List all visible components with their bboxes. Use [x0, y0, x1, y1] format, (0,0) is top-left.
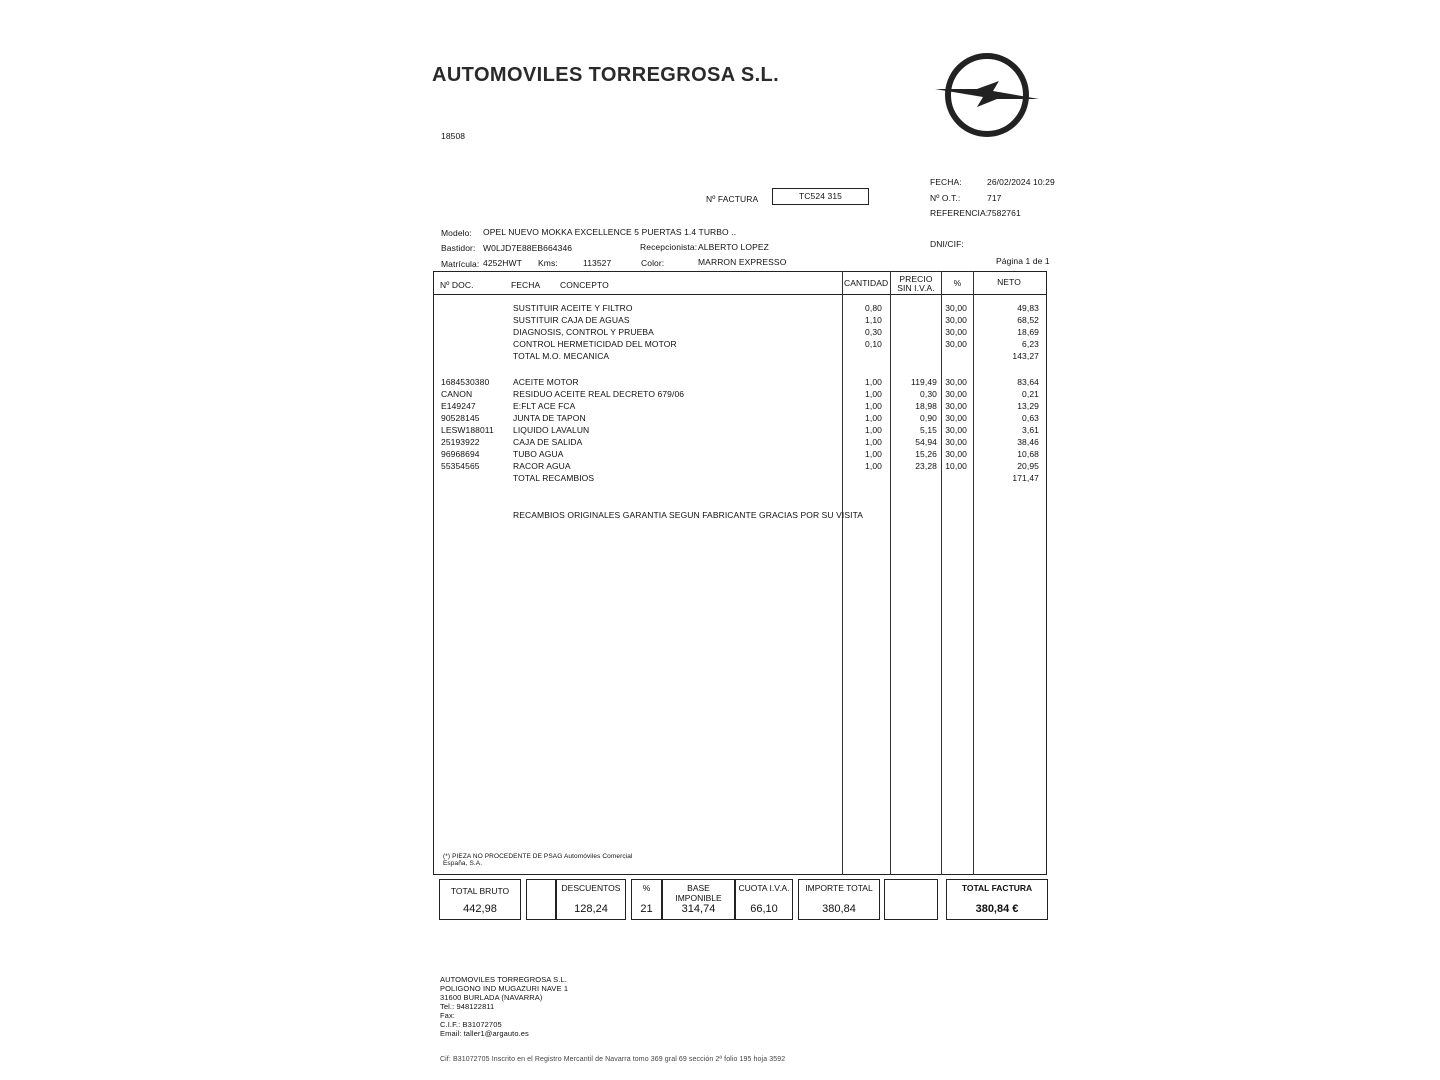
col-header-pct: %	[953, 278, 962, 288]
cell-cantidad: 1,00	[865, 437, 882, 447]
cell-pct: 10,00	[945, 461, 967, 471]
modelo-label: Modelo:	[441, 228, 472, 238]
cell-neto: 13,29	[1017, 401, 1039, 411]
cell-doc: E149247	[441, 401, 476, 411]
cell-precio: 0,30	[920, 389, 937, 399]
footer-cif: C.I.F.: B31072705	[440, 1020, 502, 1029]
cell-cantidad: 0,30	[865, 327, 882, 337]
bastidor-value: W0LJD7E88EB664346	[483, 243, 573, 253]
matricula-value: 4252HWT	[483, 258, 522, 268]
fecha-value: 26/02/2024 10:29	[987, 177, 1055, 187]
cell-neto: 83,64	[1017, 377, 1039, 387]
cell-cantidad: 1,00	[865, 413, 882, 423]
ot-value: 717	[987, 193, 1002, 203]
column-divider	[890, 271, 891, 875]
footer-company: AUTOMOVILES TORREGROSA S.L.	[440, 975, 567, 984]
total-bruto-value: 442,98	[463, 903, 497, 915]
cell-pct: 30,00	[945, 339, 967, 349]
cell-neto: 3,61	[1022, 425, 1039, 435]
color-label: Color:	[641, 258, 665, 268]
warranty-note: RECAMBIOS ORIGINALES GARANTIA SEGUN FABRICANTE GRACIAS POR SU VISITA	[513, 510, 864, 520]
footnote-continued: España, S.A.	[443, 860, 483, 867]
importe-total-label: IMPORTE TOTAL	[805, 883, 873, 893]
cell-concepto: DIAGNOSIS, CONTROL Y PRUEBA	[513, 327, 654, 337]
col-header-cantidad: CANTIDAD	[844, 278, 889, 288]
recepcionista-label: Recepcionista:	[640, 242, 698, 252]
cell-neto: 10,68	[1017, 449, 1039, 459]
page-number: Página 1 de 1	[996, 256, 1050, 266]
cell-pct: 30,00	[945, 315, 967, 325]
factura-number: TC524 315	[772, 188, 869, 205]
cell-neto: 6,23	[1022, 339, 1039, 349]
cell-concepto: TOTAL RECAMBIOS	[513, 473, 595, 483]
modelo-value: OPEL NUEVO MOKKA EXCELLENCE 5 PUERTAS 1.4 TURBO ..	[483, 227, 737, 237]
cell-cantidad: 1,00	[865, 389, 882, 399]
importe-total-box	[798, 879, 880, 920]
cell-concepto: CAJA DE SALIDA	[513, 437, 583, 447]
customer-code: 18508	[441, 131, 466, 141]
kms-value: 113527	[583, 258, 612, 268]
cell-concepto: SUSTITUIR ACEITE Y FILTRO	[513, 303, 633, 313]
footer-phone: Tel.: 948122811	[440, 1002, 495, 1011]
cell-cantidad: 1,10	[865, 315, 882, 325]
col-header-fecha: FECHA	[511, 280, 541, 290]
base-imponible-label: BASE IMPONIBLE	[675, 883, 722, 903]
cell-concepto: RESIDUO ACEITE REAL DECRETO 679/06	[513, 389, 685, 399]
cell-concepto: JUNTA DE TAPON	[513, 413, 586, 423]
column-divider	[973, 271, 974, 875]
total-factura-value: 380,84 €	[975, 903, 1019, 915]
cell-neto: 143,27	[1012, 351, 1039, 361]
cell-doc: LESW188011	[441, 425, 494, 435]
factura-label: Nº FACTURA	[706, 194, 759, 204]
cell-precio: 18,98	[915, 401, 937, 411]
footer-email: Email: taller1@argauto.es	[440, 1029, 529, 1038]
table-header-divider	[433, 294, 1047, 295]
company-name: AUTOMOVILES TORREGROSA S.L.	[432, 64, 780, 86]
footer-city: 31600 BURLADA (NAVARRA)	[440, 993, 543, 1002]
descuentos-label: DESCUENTOS	[561, 883, 621, 893]
cell-neto: 18,69	[1017, 327, 1039, 337]
dni-label: DNI/CIF:	[930, 239, 964, 249]
descuentos-box	[556, 879, 626, 920]
cell-concepto: SUSTITUIR CAJA DE AGUAS	[513, 315, 630, 325]
cell-pct: 30,00	[945, 327, 967, 337]
cell-pct: 30,00	[945, 303, 967, 313]
cell-precio: 0,90	[920, 413, 937, 423]
cell-doc: 96968694	[441, 449, 480, 459]
footer-fax: Fax:	[440, 1011, 455, 1020]
cell-neto: 49,83	[1017, 303, 1039, 313]
cell-doc: 1684530380	[441, 377, 490, 387]
empty-box	[526, 879, 556, 920]
importe-total-value: 380,84	[822, 903, 856, 915]
iva-pct-label: %	[642, 883, 651, 893]
cell-cantidad: 1,00	[865, 425, 882, 435]
column-divider	[842, 271, 843, 875]
referencia-value: 7582761	[987, 208, 1021, 218]
cell-precio: 54,94	[915, 437, 937, 447]
cell-pct: 30,00	[945, 413, 967, 423]
cell-concepto: LIQUIDO LAVALUN	[513, 425, 590, 435]
bastidor-label: Bastidor:	[441, 243, 476, 253]
total-bruto-box	[439, 879, 521, 920]
cell-neto: 171,47	[1012, 473, 1039, 483]
cuota-iva-box	[735, 879, 793, 920]
matricula-label: Matrícula:	[441, 259, 480, 269]
cell-cantidad: 1,00	[865, 461, 882, 471]
cell-neto: 20,95	[1017, 461, 1039, 471]
cell-cantidad: 1,00	[865, 377, 882, 387]
cell-cantidad: 1,00	[865, 449, 882, 459]
total-bruto-label: TOTAL BRUTO	[450, 886, 510, 896]
iva-pct-box	[631, 879, 662, 920]
cell-precio: 15,26	[915, 449, 937, 459]
base-imponible-box	[662, 879, 735, 920]
cell-pct: 30,00	[945, 401, 967, 411]
cell-pct: 30,00	[945, 449, 967, 459]
cell-pct: 30,00	[945, 389, 967, 399]
cell-pct: 30,00	[945, 425, 967, 435]
col-header-precio: PRECIO	[899, 274, 933, 284]
cell-concepto: TUBO AGUA	[513, 449, 564, 459]
fecha-label: FECHA:	[930, 177, 962, 187]
col-header-ndoc: Nº DOC.	[440, 280, 474, 290]
footnote: (*) PIEZA NO PROCEDENTE DE PSAG Automóviles Comercial	[443, 853, 633, 860]
total-factura-label: TOTAL FACTURA	[961, 883, 1033, 893]
iva-pct-value: 21	[640, 903, 653, 915]
col-header-precio-sub: SIN I.V.A.	[897, 283, 935, 293]
cell-cantidad: 1,00	[865, 401, 882, 411]
footer-address: POLIGONO IND MUGAZURI NAVE 1	[440, 984, 569, 993]
total-factura-box	[946, 879, 1048, 920]
cell-pct: 30,00	[945, 437, 967, 447]
cell-cantidad: 0,10	[865, 339, 882, 349]
footer-legal: Cif: B31072705 Inscrito en el Registro Mercantil de Navarra tomo 369 gral 69 sección 2ª folio 195 hoja 3592	[440, 1056, 786, 1063]
line-items-table	[433, 271, 1047, 875]
cell-doc: CANON	[441, 389, 473, 399]
cell-doc: 90528145	[441, 413, 480, 423]
cell-concepto: CONTROL HERMETICIDAD DEL MOTOR	[513, 339, 677, 349]
cell-concepto: RACOR AGUA	[513, 461, 571, 471]
col-header-concepto: CONCEPTO	[560, 280, 609, 290]
cell-pct: 30,00	[945, 377, 967, 387]
cell-precio: 23,28	[915, 461, 937, 471]
cuota-iva-label: CUOTA I.V.A.	[738, 883, 790, 893]
column-divider	[941, 271, 942, 875]
cuota-iva-value: 66,10	[750, 903, 778, 915]
color-value: MARRON EXPRESSO	[698, 257, 787, 267]
kms-label: Kms:	[538, 258, 558, 268]
cell-cantidad: 0,80	[865, 303, 882, 313]
ot-label: Nº O.T.:	[930, 193, 961, 203]
recepcionista-value: ALBERTO LOPEZ	[698, 242, 769, 252]
cell-neto: 38,46	[1017, 437, 1039, 447]
cell-neto: 0,21	[1022, 389, 1039, 399]
cell-concepto: TOTAL M.O. MECANICA	[513, 351, 610, 361]
col-header-neto: NETO	[997, 277, 1021, 287]
referencia-label: REFERENCIA:	[930, 208, 989, 218]
base-imponible-value: 314,74	[681, 903, 716, 915]
opel-logo-icon	[933, 51, 1041, 139]
cell-doc: 25193922	[441, 437, 480, 447]
cell-precio: 119,49	[911, 377, 937, 387]
cell-neto: 68,52	[1017, 315, 1039, 325]
cell-neto: 0,63	[1022, 413, 1039, 423]
cell-concepto: E:FLT ACE FCA	[513, 401, 576, 411]
cell-precio: 5,15	[920, 425, 937, 435]
cell-concepto: ACEITE MOTOR	[513, 377, 579, 387]
descuentos-value: 128,24	[574, 903, 608, 915]
cell-doc: 55354565	[441, 461, 480, 471]
empty-box	[884, 879, 938, 920]
